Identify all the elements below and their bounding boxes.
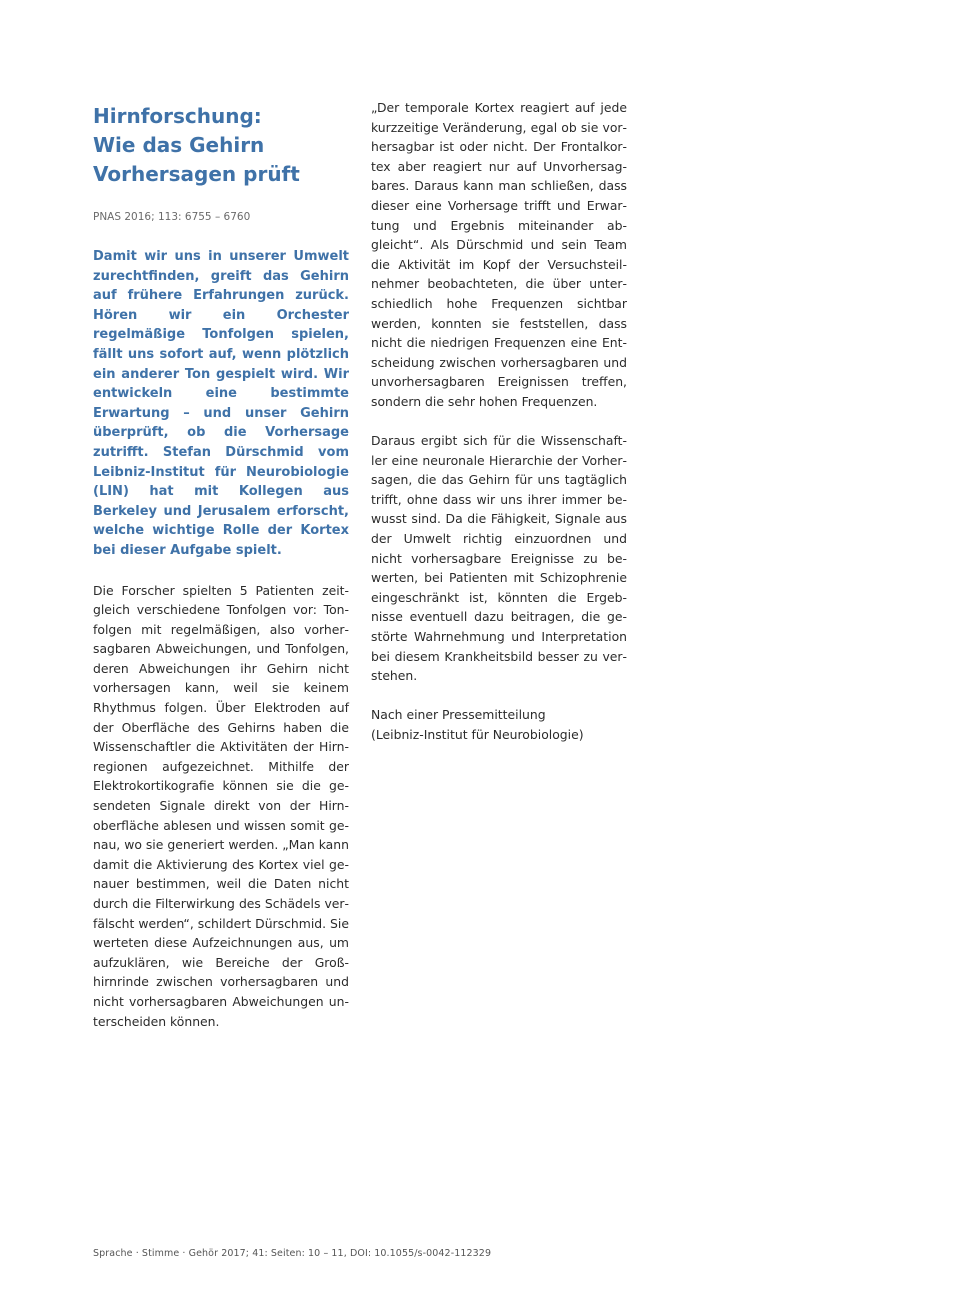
body-paragraph-1: Die Forscher spielten 5 Patienten zeitgleich verschiedene Tonfolgen vor: Tonfolgen mit regelmäßigen, also vorhersagbaren Abweichungen, und Tonfolgen, deren Abweichungen ihr Gehirn nicht vorhersagen kann, weil sie keinem Rhythmus folgen. Über Elektroden auf der Oberfläche des Gehirns haben die Wissenschaftler die Aktivitäten der Hirnregionen aufgezeichnet. Mithilfe der Elektrokortikografie können sie die gesendeten Signale direkt von der Hirnoberfläche ablesen und wissen somit genau, wo sie generiert werden. „Man kann damit die Aktivierung des Kortex viel genauer bestimmen, weil die Daten nicht durch die Filterwirkung des Schädels verfälscht werden“, schildert Dürschmid. Sie werteten diese Aufzeichnungen aus, um aufzuklären, wie Bereiche der Großhirnrinde zwischen vorhersagbaren und nicht vorhersagbaren Abweichungen unterscheiden können. bbox=[93, 582, 349, 1029]
body-paragraph-3: Daraus ergibt sich für die Wissenschaftler eine neuronale Hierarchie der Vorhersagen, die das Gehirn für uns tagtäglich trifft, ohne dass wir uns ihrer immer bewusst sind. Da die Fähigkeit, Signale aus der Umwelt richtig einzuordnen und nicht vorhersagbare Ereignisse zu bewerten, bei Patienten mit Schizophrenie eingeschränkt ist, könnten die Ergebnisse eventuell dazu beitragen, die gestörte Wahrnehmung und Interpretation bei diesem Krankheitsbild besser zu verstehen. bbox=[371, 433, 627, 684]
footer-citation: Sprache · Stimme · Gehör 2017; 41: Seiten: 10 – 11, DOI: 10.1055/s-0042-112329 bbox=[93, 1248, 492, 1259]
credit-line-2: (Leibniz-Institut für Neurobiologie) bbox=[371, 727, 584, 742]
credit-line-1: Nach einer Pressemitteilung bbox=[371, 707, 546, 723]
left-column bbox=[93, 102, 349, 1044]
article-title bbox=[93, 102, 349, 189]
title-line-3: Vorhersagen prüft bbox=[93, 162, 300, 186]
source-reference: PNAS 2016; 113: 6755 – 6760 bbox=[93, 211, 251, 223]
title-line-1: Hirnforschung: bbox=[93, 104, 262, 128]
title-line-2: Wie das Gehirn bbox=[93, 133, 265, 157]
right-column bbox=[371, 98, 627, 745]
press-credit bbox=[371, 705, 627, 744]
lead-paragraph: Damit wir uns in unserer Umwelt zurechtfinden, greift das Gehirn auf frühere Erfahrungen zurück. Hören wir ein Orchester regelmäßige Tonfolgen spielen, fällt uns sofort auf, wenn plötzlich ein anderer Ton gespielt wird. Wir entwickeln eine bestimmte Erwartung – und unser Gehirn überprüft, ob die Vorhersage zutrifft. Stefan Dürschmid vom Leibniz-Institut für Neurobiologie (LIN) hat mit Kollegen aus Berkeley und Jerusalem erforscht, welche wichtige Rolle der Kortex bei dieser Aufgabe spielt. bbox=[93, 249, 349, 558]
body-paragraph-2: „Der temporale Kortex reagiert auf jede kurzzeitige Veränderung, egal ob sie vorhersagbar ist oder nicht. Der Frontalkortex aber reagiert nur auf Unvorhersagbares. Daraus kann man schließen, dass dieser eine Vorhersage trifft und Erwartung und Ergebnis miteinander abgleicht“. Als Dürschmid und sein Team die Aktivität im Kopf der Versuchsteilnehmer beobachteten, die über unterschiedlich hohe Frequenzen sichtbar werden, konnten sie feststellen, dass nicht die niedrigen Frequenzen eine Entscheidung zwischen vorhersagbaren und unvorhersagbaren Ereignissen treffen, sondern die sehr hohen Frequenzen. bbox=[371, 100, 627, 409]
